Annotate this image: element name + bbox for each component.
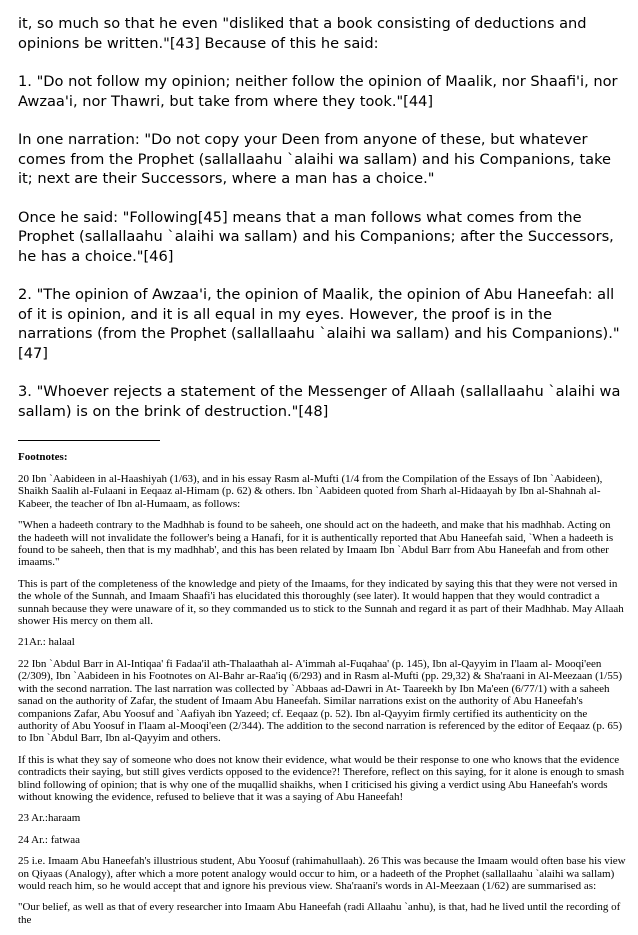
footnote-20-comment: This is part of the completeness of the knowledge and piety of the Imaams, for they indicated by saying this that they were not versed in the whole of the Sunnah, and Imaam Shaafi'i has elucidated this thoroughly (see later). It would happen that they would contradict a sunnah because they were unaware of it, so they commanded us to stick to the Sunnah and regard it as part of their Madhhab. May Allaah shower His mercy on them all. — [18, 577, 624, 628]
footnote-divider — [18, 440, 160, 441]
footnote-21: 21Ar.: halaal — [18, 636, 75, 649]
footnote-26-quote: "Our belief, as well as that of every researcher into Imaam Abu Haneefah (radi Allaahu `anhu), is that, had he lived until the recording of the — [18, 901, 621, 926]
footnote-20-quote: "When a hadeeth contrary to the Madhhab is found to be saheeh, one should act on the hadeeth, and make that his madhhab. Acting on the hadeeth will not invalidate the follower's being a Hanafi, for it is authentically reported that Abu Haneefah said, `When a hadeeth is found to be saheeh, then that is my madhhab', and this has been related by Imaam Ibn `Abdul Barr from Abu Haneefah and from other imaams." — [18, 519, 614, 569]
quote-1-paragraph: 1. "Do not follow my opinion; neither follow the opinion of Maalik, nor Shaafi'i, nor Awzaa'i, nor Thawri, but take from where they took."[44] — [18, 73, 618, 110]
footnote-24: 24 Ar.: fatwaa — [18, 833, 81, 846]
main-text — [18, 14, 626, 421]
footnote-20: 20 Ibn `Aabideen in al-Haashiyah (1/63), and in his essay Rasm al-Mufti (1/4 from the Compilation of the Essays of Ibn `Aabideen), Shaikh Saalih al-Fulaani in Eeqaaz al-Himam (p. 62) & others. Ibn `Aabideen quoted from Sharh al-Hidaayah by Ibn al-Shahnah al-Kabeer, the teacher of Ibn al-Humaam, as follows: — [18, 473, 603, 510]
following-paragraph: Once he said: "Following[45] means that a man follows what comes from the Prophet (sallallaahu `alaihi wa sallam) and his Companions; after the Successors, he has a choice."[46] — [18, 208, 614, 265]
footnotes-section — [18, 451, 626, 926]
footnote-23: 23 Ar.:haraam — [18, 812, 81, 825]
narration-paragraph: In one narration: "Do not copy your Deen from anyone of these, but whatever comes from the Prophet (sallallaahu `alaihi wa sallam) and his Companions, take it; next are their Successors, where a man has a choice." — [18, 131, 612, 187]
footnote-22: 22 Ibn `Abdul Barr in Al-Intiqaa' fi Fadaa'il ath-Thalaathah al- A'immah al-Fuqahaa' (p. 145), Ibn al-Qayyim in I'laam al- Mooqi'een (2/309), Ibn `Aabideen in his Footnotes on Al-Bahr ar-Raa'iq (6/293) and in Rasm al-Mufti (pp. 29,32) & Sha'raani in Al-Meezaan (1/55) with the second narration. The last narration was collected by `Abbaas ad-Dawri in At- Taareekh by Ibn Ma'een (6/77/1) with a saheeh sanad on the authority of Zafar, the student of Imaam Abu Haneefah. Similar narrations exist on the authority of Abu Haneefah's companions Zafar, Abu Yoosuf and `Aafiyah ibn Yazeed; cf. Eeqaaz (p. 52). Ibn al-Qayyim firmly certified its authenticity on the authority of Abu Yoosuf in I'laam al-Mooqi'een (2/344). The addition to the second narration is referenced by the editor of Eeqaaz (p. 65) to Ibn `Abdul Barr, Ibn al-Qayyim and others. — [18, 657, 623, 745]
document-page — [18, 14, 626, 935]
footnotes-heading: Footnotes: — [18, 451, 68, 463]
quote-3-paragraph: 3. "Whoever rejects a statement of the Messenger of Allaah (sallallaahu `alaihi wa sallam) is on the brink of destruction."[48] — [18, 383, 621, 420]
intro-paragraph: it, so much so that he even "disliked that a book consisting of deductions and opinions be written."[43] Because of this he said: — [18, 15, 587, 52]
quote-2-paragraph: 2. "The opinion of Awzaa'i, the opinion of Maalik, the opinion of Abu Haneefah: all of it is opinion, and it is all equal in my eyes. However, the proof is in the narrations (from the Prophet (sallallaahu `alaihi wa sallam) and his Companions)."[47] — [18, 286, 620, 362]
footnote-25: 25 i.e. Imaam Abu Haneefah's illustrious student, Abu Yoosuf (rahimahullaah). 26 This was because the Imaam would often base his view on Qiyaas (Analogy), after which a more potent analogy would occur to him, or a hadeeth of the Prophet (sallallaahu `alaihi wa sallam) would reach him, so he would accept that and ignore his previous view. Sha'raani's words in Al-Meezaan (1/62) are summarised as: — [18, 855, 626, 892]
footnote-22-comment: If this is what they say of someone who does not know their evidence, what would be their response to one who knows that the evidence contradicts their saying, but still gives verdicts opposed to the evidence?! Therefore, reflect on this saying, for it alone is enough to smash blind following of opinion; that is why one of the muqallid shaikhs, when I criticised his giving a verdict using Abu Haneefah's words without knowing the evidence, refused to believe that it was a saying of Abu Haneefah! — [18, 753, 625, 803]
